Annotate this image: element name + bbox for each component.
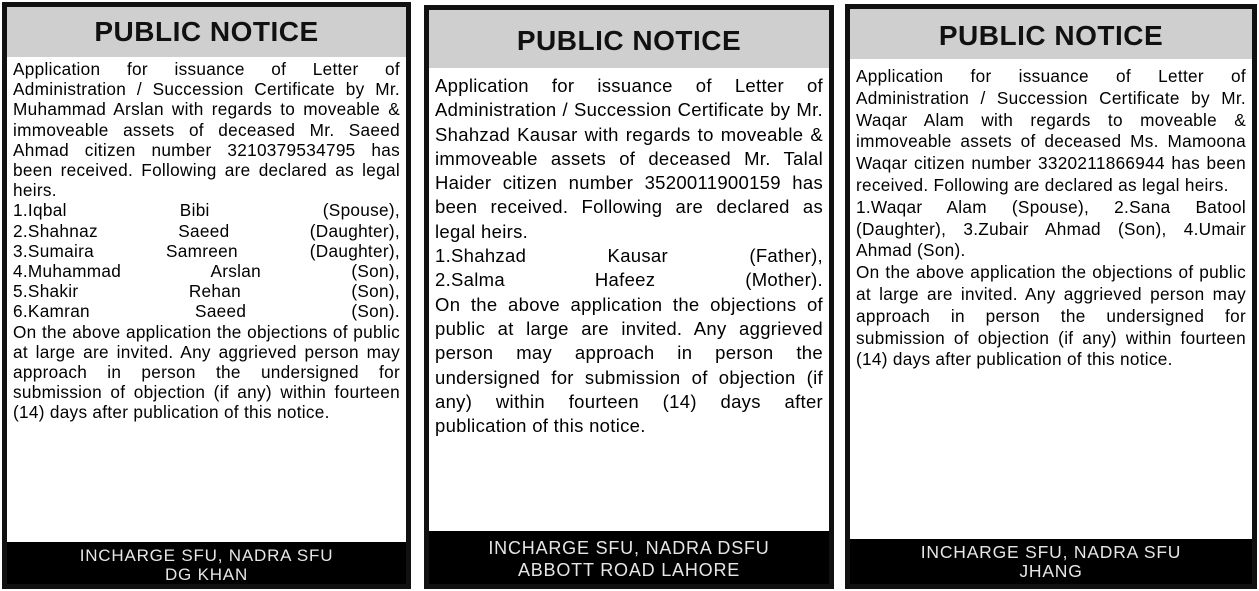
- heir-item: 6.Kamran Saeed (Son).: [13, 301, 400, 322]
- notice-body: [13, 59, 400, 423]
- heir-item: 4.Muhammad Arslan (Son),: [13, 261, 400, 282]
- heir-item: 1.Iqbal Bibi (Spouse),: [13, 200, 400, 221]
- public-notice-3: [845, 4, 1257, 589]
- notice-intro: Application for issuance of Letter of Administration / Succession Certificate by Mr. Shahzad Kausar with regards to moveable & immoveable assets of deceased Mr. Talal Haider citizen number 3520011900159 has been received. Following are declared as legal heirs.: [435, 75, 823, 242]
- legal-heirs-list: [13, 200, 400, 321]
- signature-line-2: JHANG: [1019, 561, 1083, 581]
- notice-intro: Application for issuance of Letter of Administration / Succession Certificate by Mr. Muhammad Arslan with regards to moveable & immoveable assets of deceased Mr. Saeed Ahmad citizen number 3210379534795 has been received. Following are declared as legal heirs.: [13, 59, 400, 201]
- notice-title: PUBLIC NOTICE: [7, 7, 406, 57]
- signature-line-2: DG KHAN: [164, 565, 249, 584]
- heir-item: 1.Shahzad Kausar (Father),: [435, 245, 823, 267]
- signature-line-1: INCHARGE SFU, NADRA DSFU: [488, 538, 770, 558]
- notice-signature: [429, 531, 829, 584]
- legal-heirs-text: 1.Waqar Alam (Spouse), 2.Sana Batool (Daughter), 3.Zubair Ahmad (Son), 4.Umair Ahmad (Son).: [856, 196, 1246, 261]
- signature-line-1: INCHARGE SFU, NADRA SFU: [79, 546, 334, 565]
- public-notice-2: [424, 5, 834, 589]
- notice-intro: Application for issuance of Letter of Administration / Succession Certificate by Mr. Waqar Alam with regards to moveable & immoveable assets of deceased Ms. Mamoona Waqar citizen number 3320211866944 has been received. Following are declared as legal heirs.: [856, 66, 1246, 195]
- heir-item: 2.Salma Hafeez (Mother).: [435, 269, 823, 291]
- heir-item: 3.Sumaira Samreen (Daughter),: [13, 240, 400, 261]
- signature-line-1: INCHARGE SFU, NADRA SFU: [920, 542, 1182, 562]
- signature-line-2: ABBOTT ROAD LAHORE: [517, 560, 741, 580]
- notice-signature: [7, 542, 406, 584]
- notice-title: PUBLIC NOTICE: [850, 9, 1252, 59]
- notice-body: [435, 74, 823, 438]
- notice-closing: On the above application the objections of public at large are invited. Any aggrieved person may approach in person the undersigned for submission of objection (if any) within fourteen (14) days after publication of this notice.: [13, 321, 400, 423]
- notice-title: PUBLIC NOTICE: [429, 10, 829, 68]
- notice-signature: [850, 539, 1252, 584]
- public-notice-1: [2, 2, 411, 589]
- heir-item: 2.Shahnaz Saeed (Daughter),: [13, 220, 400, 241]
- notice-closing: On the above application the objections of public at large are invited. Any aggrieved person may approach in person the undersigned for submission of objection (if any) within fourteen (14) days after publication of this notice.: [435, 293, 823, 437]
- heir-item: 5.Shakir Rehan (Son),: [13, 281, 400, 302]
- legal-heirs-list: [435, 244, 823, 293]
- notice-body: [856, 66, 1246, 371]
- notice-closing: On the above application the objections of public at large are invited. Any aggrieved person may approach in person the undersigned for submission of objection (if any) within fourteen (14) days after publication of this notice.: [856, 262, 1246, 370]
